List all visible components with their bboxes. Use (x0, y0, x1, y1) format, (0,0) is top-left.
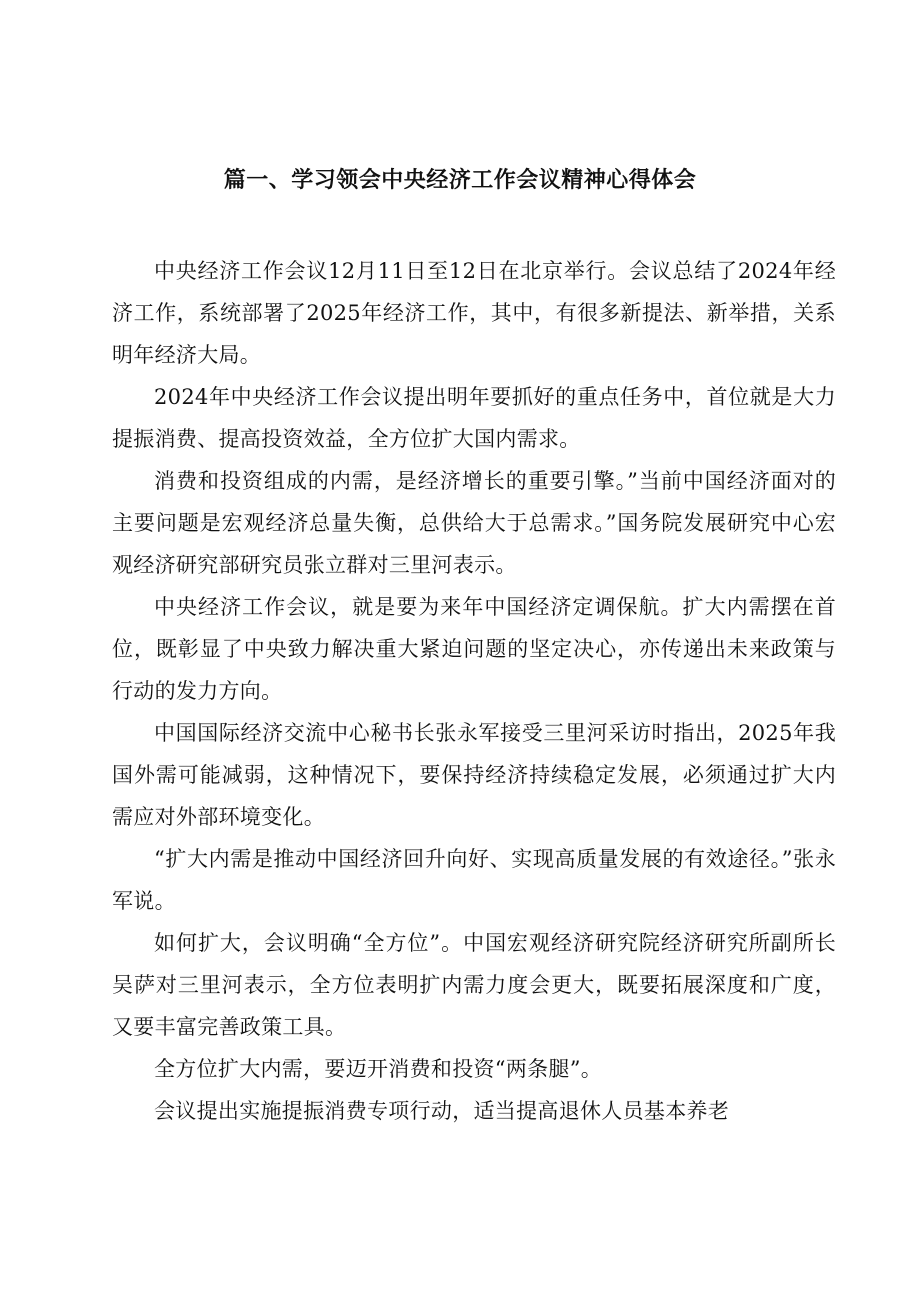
paragraph: 消费和投资组成的内需，是经济增长的重要引擎。”当前中国经济面对的主要问题是宏观经济总量失衡，总供给大于总需求。”国务院发展研究中心宏观经济研究部研究员张立群对三里河表示。 (112, 469, 836, 577)
paragraph: 中国国际经济交流中心秘书长张永军接受三里河采访时指出，2025年我国外需可能减弱，这种情况下，要保持经济持续稳定发展，必须通过扩大内需应对外部环境变化。 (112, 721, 836, 829)
document-body (112, 250, 836, 1132)
paragraph: 全方位扩大内需，要迈开消费和投资“两条腿”。 (154, 1057, 603, 1081)
paragraph: 如何扩大，会议明确“全方位”。中国宏观经济研究院经济研究所副所长吴萨对三里河表示，全方位表明扩内需力度会更大，既要拓展深度和广度，又要丰富完善政策工具。 (112, 931, 836, 1039)
paragraph: 会议提出实施提振消费专项行动，适当提高退休人员基本养老 (154, 1099, 730, 1123)
paragraph: “扩大内需是推动中国经济回升向好、实现高质量发展的有效途径。”张永军说。 (112, 847, 836, 913)
paragraph: 中央经济工作会议12月11日至12日在北京举行。会议总结了2024年经济工作，系统部署了2025年经济工作，其中，有很多新提法、新举措，关系明年经济大局。 (112, 259, 836, 367)
paragraph: 中央经济工作会议，就是要为来年中国经济定调保航。扩大内需摆在首位，既彰显了中央致力解决重大紧迫问题的坚定决心，亦传递出未来政策与行动的发力方向。 (112, 595, 836, 703)
document-title: 篇一、学习领会中央经济工作会议精神心得体会 (223, 168, 697, 193)
paragraph: 2024年中央经济工作会议提出明年要抓好的重点任务中，首位就是大力提振消费、提高投资效益，全方位扩大国内需求。 (112, 385, 836, 451)
